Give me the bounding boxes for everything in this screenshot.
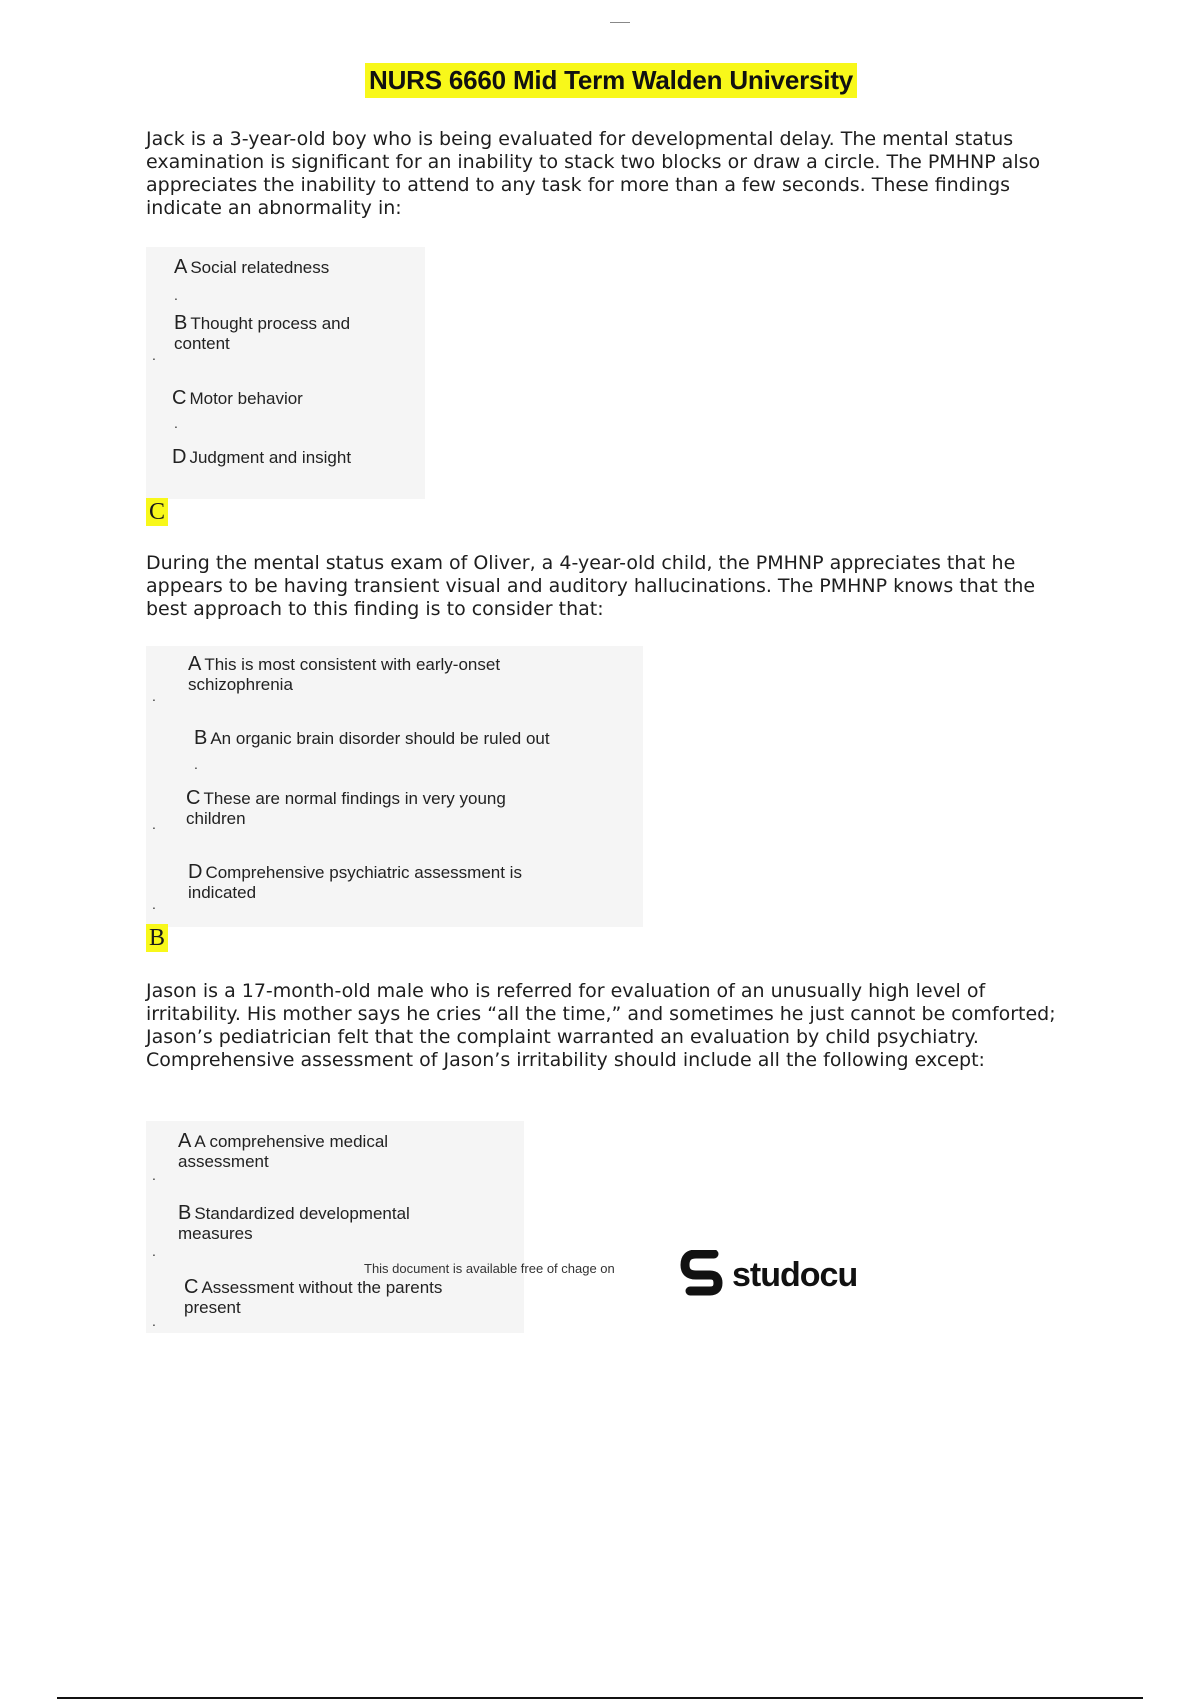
option-letter: A [178,1130,192,1152]
option-b [174,313,394,354]
bullet-dot: . [152,1243,156,1259]
option-text: Standardized developmental measures [178,1204,410,1243]
option-text: An organic brain disorder should be ruled out [210,729,550,748]
option-letter: A [174,256,188,278]
document-title: NURS 6660 Mid Term Walden University [365,63,857,98]
bullet-dot: . [152,347,156,363]
option-text: A comprehensive medical assessment [178,1132,389,1171]
question-3-options [146,1121,524,1333]
bullet-dot: . [152,816,156,832]
bullet-dot: . [194,756,198,772]
bullet-dot: . [174,287,178,303]
answer-badge: C [146,498,168,526]
bullet-dot: . [152,1167,156,1183]
studocu-logo-icon [680,1250,728,1300]
option-text: Comprehensive psychiatric assessment is indicated [188,863,522,902]
option-letter: C [172,387,187,409]
option-letter: A [188,653,202,675]
availability-note: This document is available free of chage on [364,1261,615,1276]
bullet-dot: . [152,688,156,704]
option-text: Motor behavior [189,389,303,408]
option-letter: B [174,312,188,334]
question-1-options [146,247,425,499]
option-letter: D [172,446,187,468]
option-c [184,1277,474,1318]
option-text: Assessment without the parents present [184,1278,443,1317]
option-d [188,862,588,903]
bullet-dot: . [152,1313,156,1329]
option-text: This is most consistent with early-onset schizophrenia [188,655,501,694]
option-c [186,788,566,829]
option-letter: C [184,1276,199,1298]
question-2-text: During the mental status exam of Oliver, a 4-year-old child, the PMHNP appreciates that he appears to be having transient visual and auditory hallucinations. The PMHNP knows that the best approach to this finding is to consider that: [146,552,1036,620]
studocu-brand: studocu [732,1255,858,1294]
option-b [194,728,550,749]
option-text: Social relatedness [190,258,330,277]
option-c [172,388,303,409]
question-2-options [146,646,643,927]
page-bottom-rule [57,1697,1143,1699]
option-a [188,654,588,695]
option-text: Judgment and insight [189,448,352,467]
option-letter: B [194,727,208,749]
question-3-text: Jason is a 17-month-old male who is referred for evaluation of an unusually high level of irritability. His mother says he cries “all the time,” and sometimes he just cannot be comforted; Jason’s pediatrician felt that the complaint warranted an evaluation by child psychiatry. Comprehensive assessment of Jason’s irritability should include all the following except: [146,980,1056,1071]
option-a [178,1131,418,1172]
option-letter: B [178,1202,192,1224]
option-letter: C [186,787,201,809]
studocu-logo[interactable] [680,1250,857,1300]
answer-badge: B [146,924,168,952]
option-letter: D [188,861,203,883]
question-1-text: Jack is a 3-year-old boy who is being evaluated for developmental delay. The mental status examination is significant for an inability to stack two blocks or draw a circle. The PMHNP also appreciates the inability to attend to any task for more than a few seconds. These findings indicate an abnormality in: [146,128,1041,219]
option-text: Thought process and content [174,314,351,353]
option-b [178,1203,458,1244]
top-divider [610,22,630,23]
bullet-dot: . [174,415,178,431]
option-text: These are normal findings in very young children [186,789,506,828]
option-a [174,257,329,278]
option-d [172,447,351,468]
bullet-dot: . [152,896,156,912]
